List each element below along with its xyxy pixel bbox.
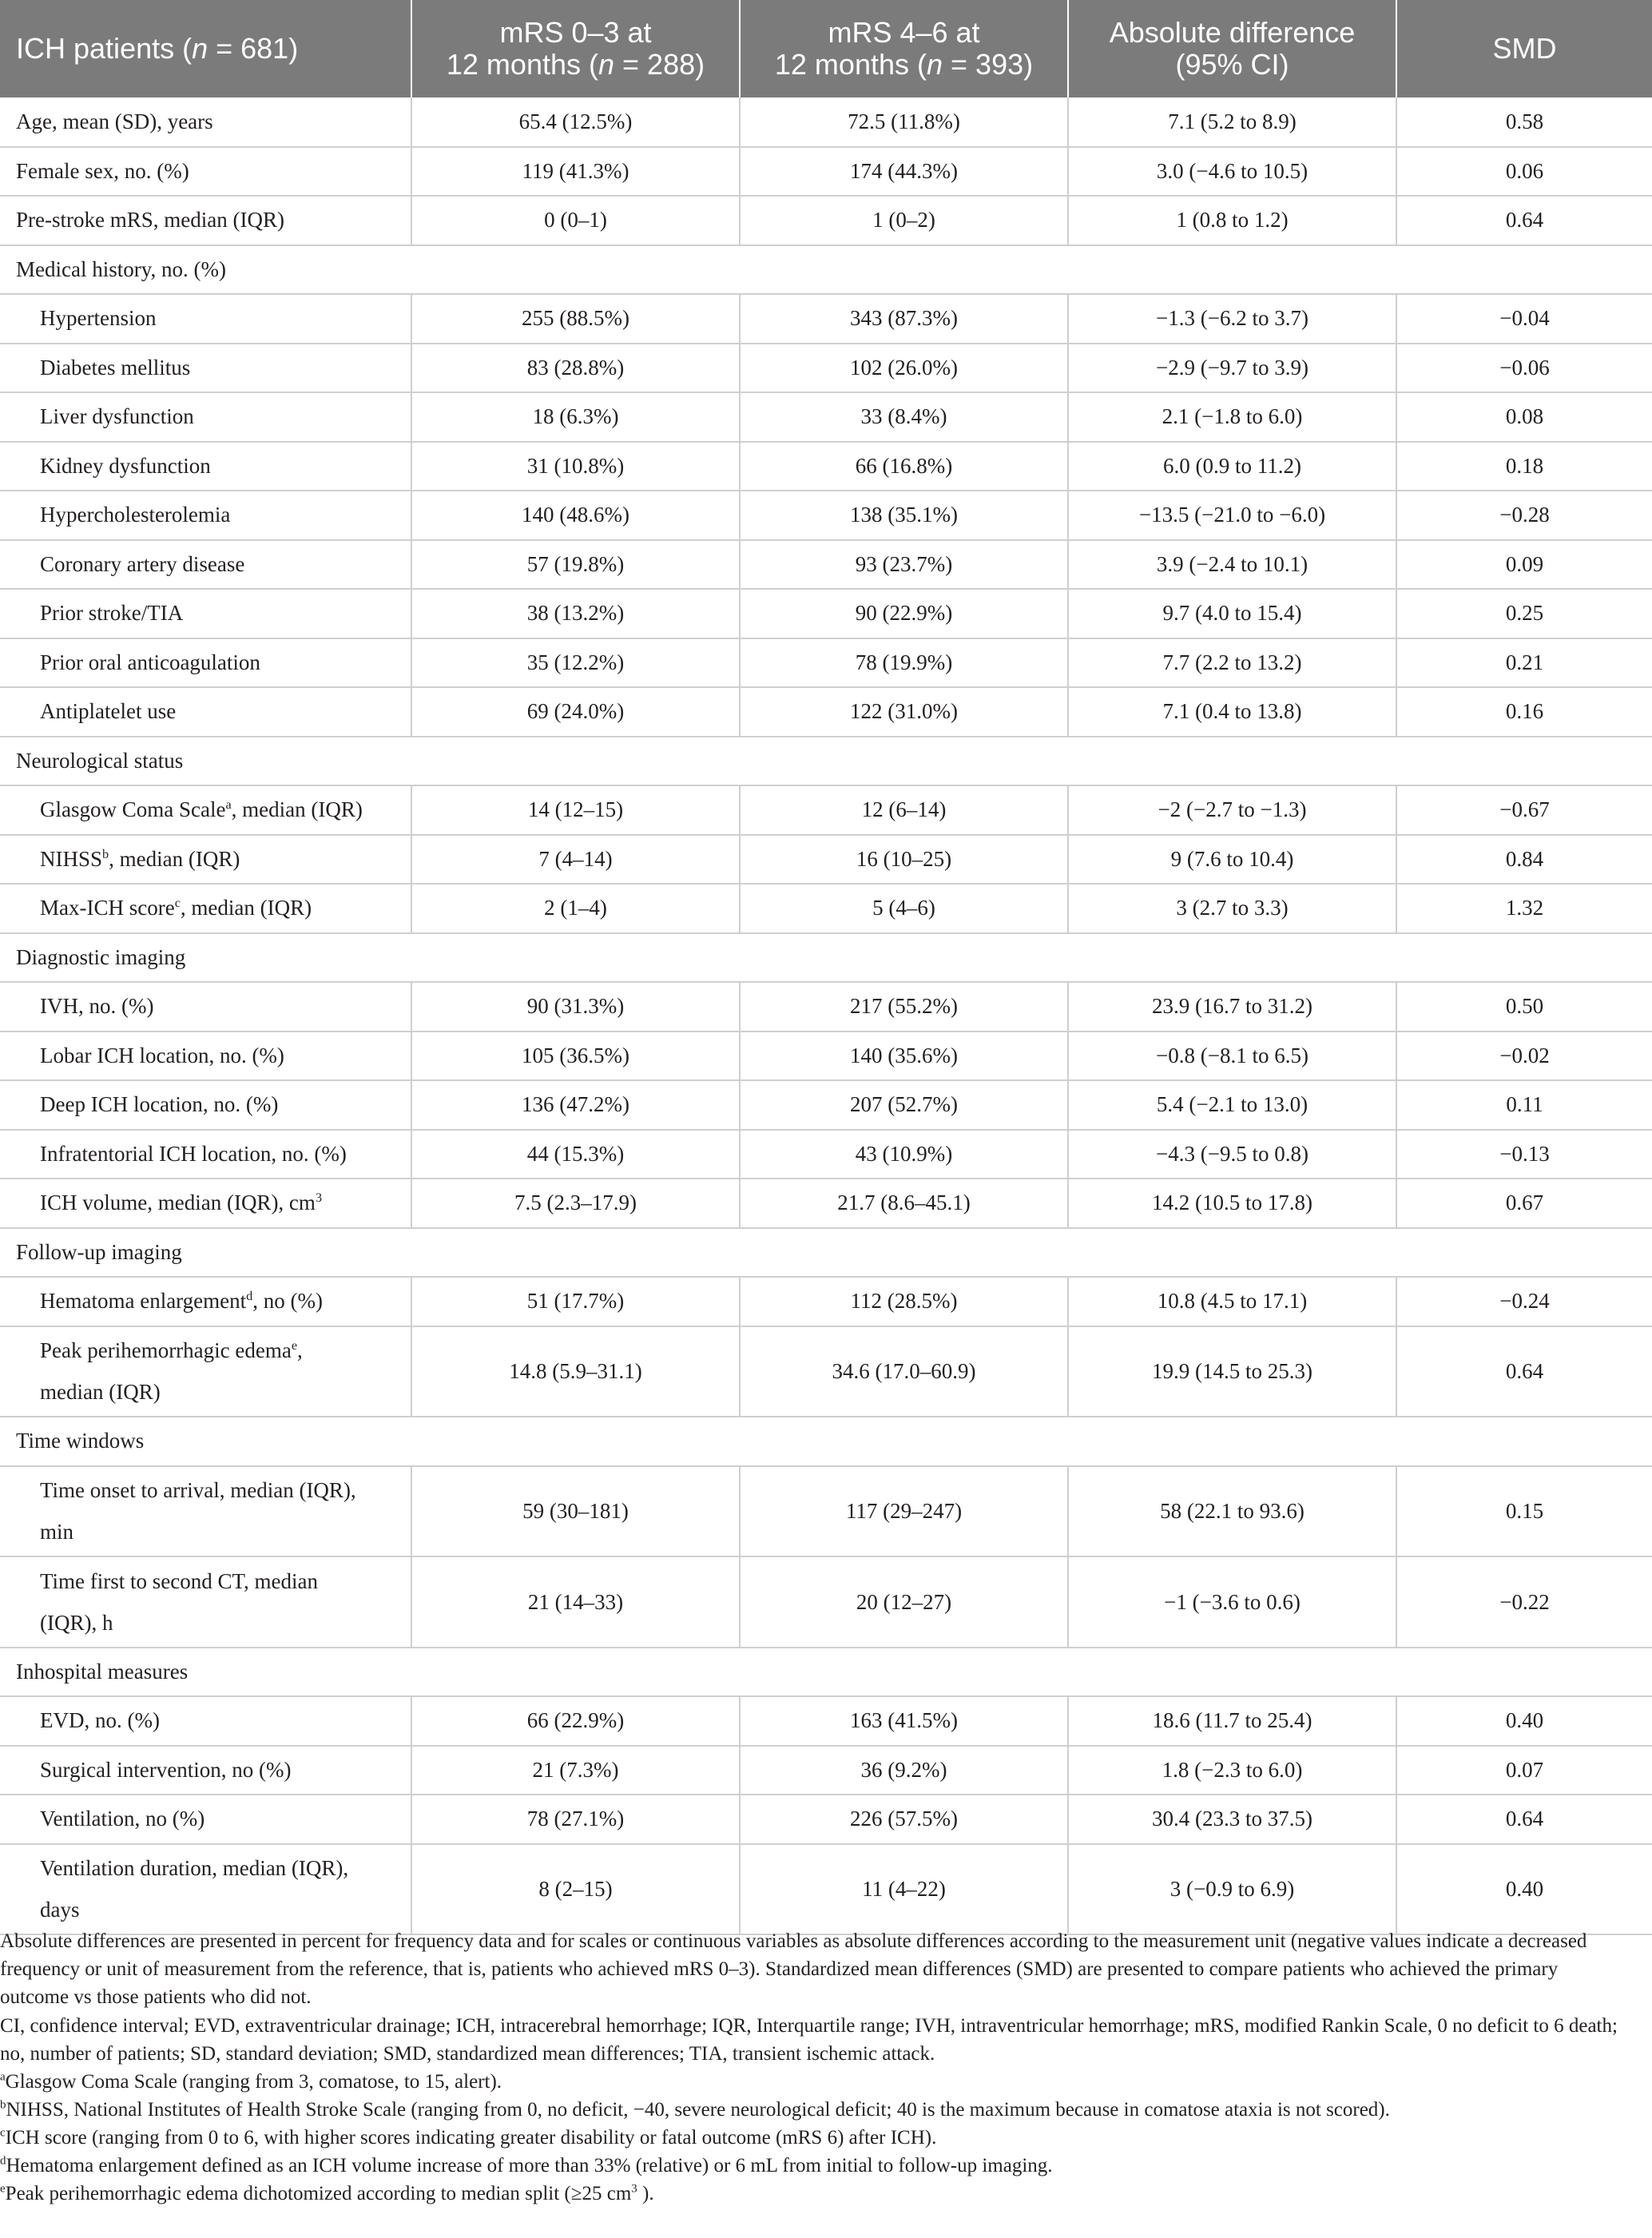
- row-label: Prior stroke/TIA: [0, 589, 411, 638]
- table-row: [0, 1795, 1652, 1844]
- table-header: [0, 0, 1652, 97]
- cell-mrs-0-3: 14 (12–15): [411, 785, 740, 835]
- cell-mrs-4-6: 163 (41.5%): [740, 1696, 1068, 1746]
- header-mrs-4-6: mRS 4–6 at 12 months (n = 393): [740, 0, 1068, 97]
- cell-mrs-0-3: 140 (48.6%): [411, 491, 740, 540]
- row-label: Deep ICH location, no. (%): [0, 1080, 411, 1130]
- table-row: [0, 1080, 1652, 1130]
- cell-smd: 0.15: [1396, 1466, 1652, 1557]
- cell-absolute-difference: −2 (−2.7 to −1.3): [1068, 785, 1396, 835]
- cell-smd: 0.64: [1396, 1795, 1652, 1844]
- cell-absolute-difference: 9 (7.6 to 10.4): [1068, 835, 1396, 884]
- table-row: [0, 1032, 1652, 1081]
- cell-smd: −0.02: [1396, 1032, 1652, 1081]
- cell-smd: −0.13: [1396, 1130, 1652, 1179]
- table-row: [0, 1466, 1652, 1557]
- cell-mrs-4-6: 217 (55.2%): [740, 982, 1068, 1032]
- cell-mrs-0-3: 69 (24.0%): [411, 687, 740, 737]
- table-row: [0, 589, 1652, 638]
- cell-absolute-difference: −2.9 (−9.7 to 3.9): [1068, 344, 1396, 393]
- footnote: $^d$Hematoma enlargement defined as an ICH volume increase of more than 33% (relative) or 6 mL from initial to follow-up imaging.: [0, 2154, 1053, 2176]
- cell-mrs-4-6: 43 (10.9%): [740, 1130, 1068, 1179]
- table-row: [0, 884, 1652, 933]
- cell-smd: 0.40: [1396, 1696, 1652, 1746]
- cell-smd: −0.24: [1396, 1277, 1652, 1326]
- cell-absolute-difference: 1 (0.8 to 1.2): [1068, 196, 1396, 245]
- cell-mrs-4-6: 90 (22.9%): [740, 589, 1068, 638]
- section-heading: Diagnostic imaging: [0, 933, 1652, 983]
- row-label: Surgical intervention, no (%): [0, 1746, 411, 1795]
- cell-mrs-0-3: 105 (36.5%): [411, 1032, 740, 1081]
- cell-smd: −0.28: [1396, 491, 1652, 540]
- row-label: Hypertension: [0, 294, 411, 344]
- section-heading: Medical history, no. (%): [0, 245, 1652, 295]
- row-label: Infratentorial ICH location, no. (%): [0, 1130, 411, 1179]
- cell-absolute-difference: 7.7 (2.2 to 13.2): [1068, 638, 1396, 688]
- row-label: Time onset to arrival, median (IQR), min: [0, 1466, 411, 1557]
- table-row: [0, 294, 1652, 344]
- cell-mrs-4-6: 117 (29–247): [740, 1466, 1068, 1557]
- cell-mrs-0-3: 136 (47.2%): [411, 1080, 740, 1130]
- table-row: [0, 442, 1652, 491]
- cell-mrs-4-6: 122 (31.0%): [740, 687, 1068, 737]
- table-row: [0, 97, 1652, 147]
- cell-mrs-0-3: 51 (17.7%): [411, 1277, 740, 1326]
- cell-mrs-0-3: 31 (10.8%): [411, 442, 740, 491]
- footnote: $^c$ICH score (ranging from 0 to 6, with higher scores indicating greater disability or fatal outcome (mRS 6) after ICH).: [0, 2126, 937, 2149]
- cell-smd: 0.58: [1396, 97, 1652, 147]
- cell-mrs-0-3: 83 (28.8%): [411, 344, 740, 393]
- cell-mrs-0-3: 78 (27.1%): [411, 1795, 740, 1844]
- section-row: [0, 1228, 1652, 1278]
- table-row: [0, 147, 1652, 197]
- cell-smd: −0.22: [1396, 1556, 1652, 1648]
- table-row: [0, 835, 1652, 884]
- table-row: [0, 1179, 1652, 1228]
- cell-mrs-0-3: 14.8 (5.9–31.1): [411, 1326, 740, 1417]
- header-absolute-difference: Absolute difference (95% CI): [1068, 0, 1396, 97]
- cell-absolute-difference: 3 (2.7 to 3.3): [1068, 884, 1396, 933]
- table-row: [0, 1277, 1652, 1326]
- row-label: ICH volume, median (IQR), $cm^3$: [0, 1179, 411, 1228]
- cell-mrs-0-3: 7.5 (2.3–17.9): [411, 1179, 740, 1228]
- cell-smd: 0.16: [1396, 687, 1652, 737]
- table-row: [0, 687, 1652, 737]
- cell-mrs-0-3: 2 (1–4): [411, 884, 740, 933]
- cell-mrs-4-6: 20 (12–27): [740, 1556, 1068, 1648]
- cell-smd: 0.40: [1396, 1844, 1652, 1935]
- cell-mrs-4-6: 21.7 (8.6–45.1): [740, 1179, 1068, 1228]
- cell-absolute-difference: −1.3 (−6.2 to 3.7): [1068, 294, 1396, 344]
- cell-mrs-0-3: 0 (0–1): [411, 196, 740, 245]
- footnote: $^b$NIHSS, National Institutes of Health Stroke Scale (ranging from 0, no deficit, −40, severe neurological deficit; 40 is the maximum because in comatose ataxia is not scored).: [0, 2098, 1390, 2121]
- cell-mrs-0-3: 66 (22.9%): [411, 1696, 740, 1746]
- section-row: [0, 1648, 1652, 1697]
- row-label: Hematoma enlargement$^d$, no (%): [0, 1277, 411, 1326]
- row-label: NIHSS$^b$, median (IQR): [0, 835, 411, 884]
- section-row: [0, 933, 1652, 983]
- row-label: Pre-stroke mRS, median (IQR): [0, 196, 411, 245]
- row-label: EVD, no. (%): [0, 1696, 411, 1746]
- cell-smd: −0.04: [1396, 294, 1652, 344]
- cell-absolute-difference: 7.1 (5.2 to 8.9): [1068, 97, 1396, 147]
- row-label: Kidney dysfunction: [0, 442, 411, 491]
- cell-absolute-difference: 23.9 (16.7 to 31.2): [1068, 982, 1396, 1032]
- cell-smd: 0.18: [1396, 442, 1652, 491]
- cell-smd: 1.32: [1396, 884, 1652, 933]
- section-row: [0, 1417, 1652, 1466]
- cell-mrs-0-3: 255 (88.5%): [411, 294, 740, 344]
- cell-absolute-difference: 30.4 (23.3 to 37.5): [1068, 1795, 1396, 1844]
- header-mrs-0-3: mRS 0–3 at 12 months (n = 288): [411, 0, 740, 97]
- cell-absolute-difference: −0.8 (−8.1 to 6.5): [1068, 1032, 1396, 1081]
- cell-mrs-0-3: 8 (2–15): [411, 1844, 740, 1935]
- footnote: Absolute differences are presented in percent for frequency data and for scales or continuous variables as absolute differences according to the measurement unit (negative values indicate a decreased frequency or unit of measurement from the reference, that is, patients who achieved mRS 0–3). Standardized mean differences (SMD) are presented to compare patients who achieved the primary outcome vs those patients who did not.: [0, 1930, 1587, 2008]
- row-label: Coronary artery disease: [0, 540, 411, 590]
- row-label: Lobar ICH location, no. (%): [0, 1032, 411, 1081]
- cell-mrs-0-3: 44 (15.3%): [411, 1130, 740, 1179]
- cell-smd: 0.21: [1396, 638, 1652, 688]
- header-row: [0, 0, 1652, 97]
- cell-mrs-0-3: 65.4 (12.5%): [411, 97, 740, 147]
- table-row: [0, 785, 1652, 835]
- cell-absolute-difference: 3 (−0.9 to 6.9): [1068, 1844, 1396, 1935]
- cell-smd: 0.11: [1396, 1080, 1652, 1130]
- cell-absolute-difference: 7.1 (0.4 to 13.8): [1068, 687, 1396, 737]
- cell-smd: 0.67: [1396, 1179, 1652, 1228]
- cell-mrs-0-3: 35 (12.2%): [411, 638, 740, 688]
- cell-smd: 0.07: [1396, 1746, 1652, 1795]
- cell-mrs-4-6: 102 (26.0%): [740, 344, 1068, 393]
- table-row: [0, 982, 1652, 1032]
- cell-mrs-4-6: 174 (44.3%): [740, 147, 1068, 197]
- cell-mrs-4-6: 112 (28.5%): [740, 1277, 1068, 1326]
- table-row: [0, 638, 1652, 688]
- cell-smd: 0.84: [1396, 835, 1652, 884]
- row-label: Ventilation duration, median (IQR), days: [0, 1844, 411, 1935]
- table-row: [0, 1746, 1652, 1795]
- row-label: IVH, no. (%): [0, 982, 411, 1032]
- cell-mrs-0-3: 18 (6.3%): [411, 392, 740, 442]
- cell-absolute-difference: 10.8 (4.5 to 17.1): [1068, 1277, 1396, 1326]
- cell-mrs-4-6: 343 (87.3%): [740, 294, 1068, 344]
- row-label: Hypercholesterolemia: [0, 491, 411, 540]
- row-label: Antiplatelet use: [0, 687, 411, 737]
- cell-absolute-difference: −4.3 (−9.5 to 0.8): [1068, 1130, 1396, 1179]
- cell-mrs-4-6: 140 (35.6%): [740, 1032, 1068, 1081]
- section-row: [0, 737, 1652, 786]
- cell-absolute-difference: 14.2 (10.5 to 17.8): [1068, 1179, 1396, 1228]
- header-smd: SMD: [1396, 0, 1652, 97]
- cell-absolute-difference: 6.0 (0.9 to 11.2): [1068, 442, 1396, 491]
- cell-mrs-4-6: 93 (23.7%): [740, 540, 1068, 590]
- footnote: $^a$Glasgow Coma Scale (ranging from 3, comatose, to 15, alert).: [0, 2070, 502, 2093]
- cell-mrs-4-6: 12 (6–14): [740, 785, 1068, 835]
- section-heading: Inhospital measures: [0, 1648, 1652, 1697]
- table-footnotes: [0, 1927, 1630, 2208]
- cell-mrs-0-3: 57 (19.8%): [411, 540, 740, 590]
- cell-mrs-4-6: 78 (19.9%): [740, 638, 1068, 688]
- table-row: [0, 540, 1652, 590]
- row-label: Max-ICH score$^c$, median (IQR): [0, 884, 411, 933]
- cell-mrs-4-6: 1 (0–2): [740, 196, 1068, 245]
- cell-mrs-4-6: 226 (57.5%): [740, 1795, 1068, 1844]
- section-heading: Neurological status: [0, 737, 1652, 786]
- header-ich-patients: ICH patients (n = 681): [0, 0, 411, 97]
- cell-mrs-4-6: 34.6 (17.0–60.9): [740, 1326, 1068, 1417]
- cell-mrs-0-3: 90 (31.3%): [411, 982, 740, 1032]
- cell-mrs-4-6: 66 (16.8%): [740, 442, 1068, 491]
- cell-smd: −0.67: [1396, 785, 1652, 835]
- table-body: [0, 97, 1652, 1934]
- cell-mrs-4-6: 36 (9.2%): [740, 1746, 1068, 1795]
- table-row: [0, 1696, 1652, 1746]
- cell-mrs-4-6: 5 (4–6): [740, 884, 1068, 933]
- footnote: CI, confidence interval; EVD, extraventricular drainage; ICH, intracerebral hemorrhage; IQR, Interquartile range; IVH, intraventricular hemorrhage; mRS, modified Rankin Scale, 0 no deficit to 6 death; no, number of patients; SD, standard deviation; SMD, standardized mean differences; TIA, transient ischemic attack.: [0, 2015, 1618, 2065]
- table-row: [0, 344, 1652, 393]
- cell-mrs-4-6: 138 (35.1%): [740, 491, 1068, 540]
- cell-mrs-4-6: 33 (8.4%): [740, 392, 1068, 442]
- cell-absolute-difference: −13.5 (−21.0 to −6.0): [1068, 491, 1396, 540]
- row-label: Glasgow Coma Scale$^a$, median (IQR): [0, 785, 411, 835]
- cell-absolute-difference: 58 (22.1 to 93.6): [1068, 1466, 1396, 1557]
- cell-smd: 0.06: [1396, 147, 1652, 197]
- table-row: [0, 196, 1652, 245]
- cell-mrs-0-3: 7 (4–14): [411, 835, 740, 884]
- cell-mrs-4-6: 72.5 (11.8%): [740, 97, 1068, 147]
- cell-mrs-0-3: 119 (41.3%): [411, 147, 740, 197]
- row-label: Prior oral anticoagulation: [0, 638, 411, 688]
- row-label: Time first to second CT, median (IQR), h: [0, 1556, 411, 1648]
- cell-absolute-difference: 9.7 (4.0 to 15.4): [1068, 589, 1396, 638]
- row-label: Female sex, no. (%): [0, 147, 411, 197]
- cell-smd: 0.09: [1396, 540, 1652, 590]
- table-row: [0, 1326, 1652, 1417]
- table-row: [0, 1556, 1652, 1648]
- cell-smd: 0.08: [1396, 392, 1652, 442]
- cell-absolute-difference: 2.1 (−1.8 to 6.0): [1068, 392, 1396, 442]
- cell-mrs-4-6: 207 (52.7%): [740, 1080, 1068, 1130]
- cell-smd: 0.64: [1396, 196, 1652, 245]
- cell-mrs-0-3: 21 (7.3%): [411, 1746, 740, 1795]
- cell-mrs-0-3: 59 (30–181): [411, 1466, 740, 1557]
- cell-smd: 0.50: [1396, 982, 1652, 1032]
- cell-absolute-difference: 3.9 (−2.4 to 10.1): [1068, 540, 1396, 590]
- cell-absolute-difference: 1.8 (−2.3 to 6.0): [1068, 1746, 1396, 1795]
- table-row: [0, 1130, 1652, 1179]
- cell-mrs-4-6: 11 (4–22): [740, 1844, 1068, 1935]
- cell-mrs-0-3: 38 (13.2%): [411, 589, 740, 638]
- row-label: Liver dysfunction: [0, 392, 411, 442]
- cell-absolute-difference: 18.6 (11.7 to 25.4): [1068, 1696, 1396, 1746]
- table-row: [0, 1844, 1652, 1935]
- section-heading: Follow-up imaging: [0, 1228, 1652, 1278]
- cell-smd: −0.06: [1396, 344, 1652, 393]
- cell-absolute-difference: 19.9 (14.5 to 25.3): [1068, 1326, 1396, 1417]
- table-row: [0, 392, 1652, 442]
- cell-absolute-difference: 3.0 (−4.6 to 10.5): [1068, 147, 1396, 197]
- row-label: Age, mean (SD), years: [0, 97, 411, 147]
- cell-smd: 0.64: [1396, 1326, 1652, 1417]
- cell-absolute-difference: 5.4 (−2.1 to 13.0): [1068, 1080, 1396, 1130]
- section-row: [0, 245, 1652, 295]
- cell-absolute-difference: −1 (−3.6 to 0.6): [1068, 1556, 1396, 1648]
- row-label: Ventilation, no (%): [0, 1795, 411, 1844]
- row-label: Peak perihemorrhagic edema$^e$, median (IQR): [0, 1326, 411, 1417]
- cell-smd: 0.25: [1396, 589, 1652, 638]
- footnote: $^e$Peak perihemorrhagic edema dichotomized according to median split (≥25 $cm^3$ ).: [0, 2182, 654, 2204]
- table-row: [0, 491, 1652, 540]
- section-heading: Time windows: [0, 1417, 1652, 1466]
- row-label: Diabetes mellitus: [0, 344, 411, 393]
- cell-mrs-4-6: 16 (10–25): [740, 835, 1068, 884]
- cell-mrs-0-3: 21 (14–33): [411, 1556, 740, 1648]
